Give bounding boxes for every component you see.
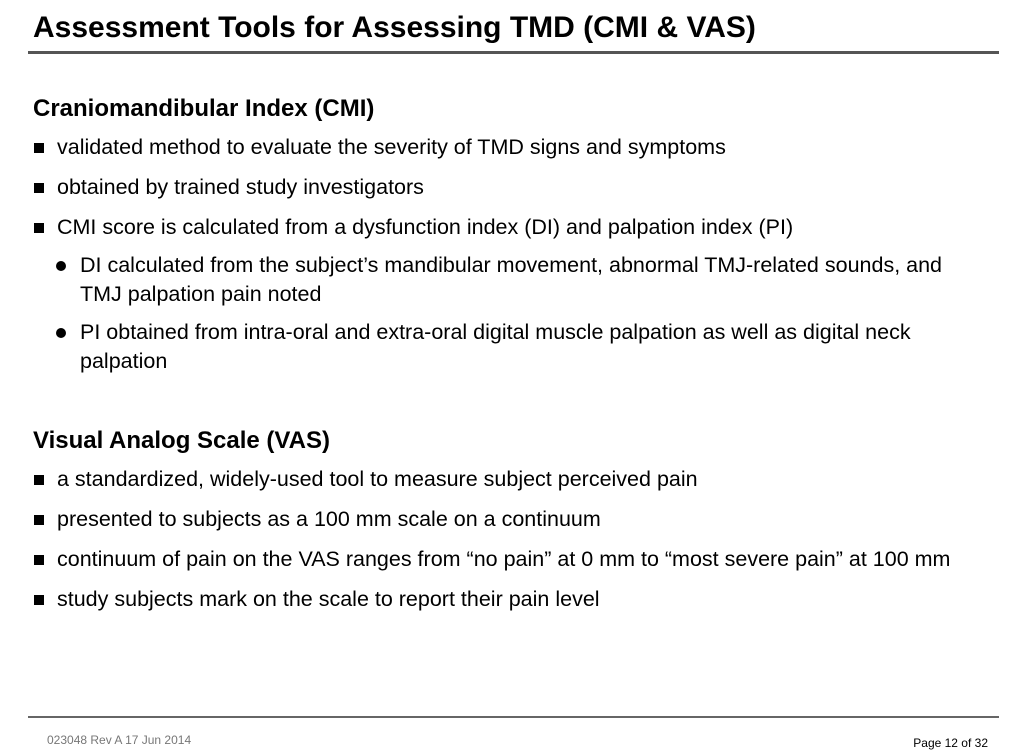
cmi-bullet-text: validated method to evaluate the severity of TMD signs and symptoms <box>57 135 726 159</box>
page-number: Page 12 of 32 <box>913 736 988 750</box>
square-bullet-icon <box>34 223 44 233</box>
cmi-sub-bullet <box>33 251 983 309</box>
cmi-bullet <box>33 173 983 202</box>
document-id: 023048 Rev A 17 Jun 2014 <box>47 733 192 747</box>
slide-title: Assessment Tools for Assessing TMD (CMI & VAS) <box>33 11 756 44</box>
vas-bullet <box>33 465 983 494</box>
vas-bullet-list <box>33 465 983 614</box>
square-bullet-icon <box>34 595 44 605</box>
round-bullet-icon <box>56 328 66 338</box>
square-bullet-icon <box>34 183 44 193</box>
cmi-section <box>33 94 983 376</box>
vas-bullet-text: a standardized, widely-used tool to measure subject perceived pain <box>57 467 698 491</box>
cmi-bullet <box>33 213 983 242</box>
footer-divider <box>28 716 999 718</box>
cmi-sub-bullet-list <box>33 251 983 376</box>
cmi-sub-bullet <box>33 318 983 376</box>
cmi-sub-bullet-text: PI obtained from intra-oral and extra-oral digital muscle palpation as well as digital neck palpation <box>80 320 911 373</box>
vas-section <box>33 426 983 614</box>
cmi-bullet-list <box>33 133 983 242</box>
vas-bullet-text: study subjects mark on the scale to report their pain level <box>57 587 600 611</box>
square-bullet-icon <box>34 555 44 565</box>
cmi-heading: Craniomandibular Index (CMI) <box>33 95 375 122</box>
square-bullet-icon <box>34 475 44 485</box>
square-bullet-icon <box>34 143 44 153</box>
round-bullet-icon <box>56 261 66 271</box>
title-divider <box>28 51 999 54</box>
cmi-bullet-text: obtained by trained study investigators <box>57 175 424 199</box>
cmi-bullet-text: CMI score is calculated from a dysfunction index (DI) and palpation index (PI) <box>57 215 794 239</box>
cmi-sub-bullet-text: DI calculated from the subject’s mandibular movement, abnormal TMJ-related sounds, and TMJ palpation pain noted <box>80 253 943 306</box>
vas-bullet <box>33 585 983 614</box>
vas-bullet <box>33 545 983 574</box>
vas-bullet-text: continuum of pain on the VAS ranges from “no pain” at 0 mm to “most severe pain” at 100 mm <box>57 547 951 571</box>
square-bullet-icon <box>34 515 44 525</box>
vas-bullet <box>33 505 983 534</box>
vas-bullet-text: presented to subjects as a 100 mm scale on a continuum <box>57 507 601 531</box>
cmi-bullet <box>33 133 983 162</box>
vas-heading: Visual Analog Scale (VAS) <box>33 427 330 454</box>
